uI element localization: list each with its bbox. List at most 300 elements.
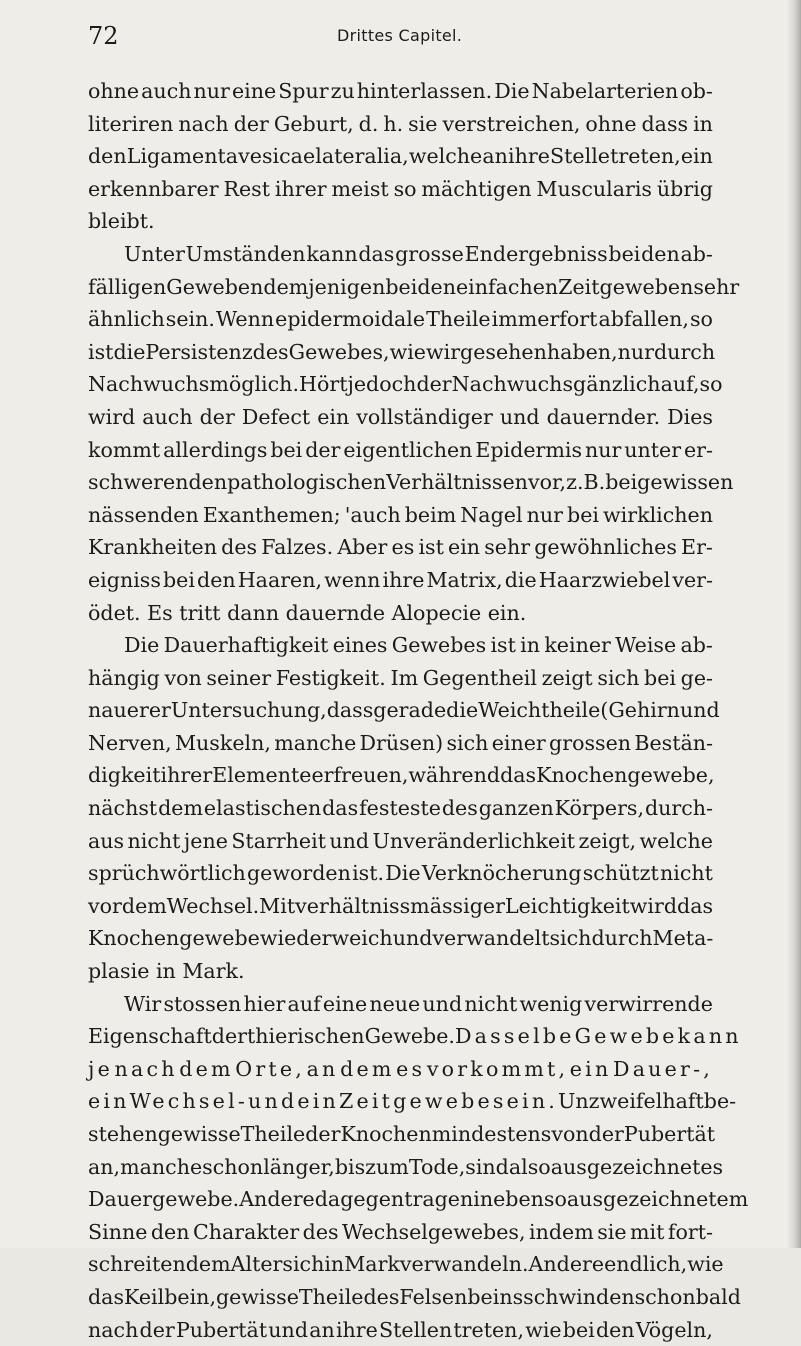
word: der — [588, 1122, 624, 1146]
word: auch — [141, 79, 192, 103]
word: in — [693, 111, 713, 136]
word: Gegentheil — [422, 665, 537, 690]
word: Mark. — [182, 959, 245, 984]
word: länger, — [263, 1154, 335, 1179]
word: gewisse — [157, 1122, 241, 1146]
word: d. — [358, 111, 379, 136]
text-line — [88, 1151, 724, 1184]
word: Andere — [528, 1252, 605, 1277]
word: wirklichen — [603, 502, 713, 527]
word: ist. — [352, 861, 385, 886]
word: z. — [566, 470, 584, 495]
word: durch — [654, 339, 716, 364]
word: wir — [425, 339, 461, 364]
word: bei — [644, 665, 676, 690]
word: das — [358, 241, 395, 266]
word: fälligen — [88, 274, 167, 299]
word: sie — [597, 1219, 627, 1244]
word: Nerven, — [88, 730, 172, 755]
text-line — [88, 1216, 713, 1249]
word: ihre — [508, 144, 550, 169]
word: manche — [274, 730, 357, 755]
word: mit — [629, 1219, 665, 1244]
word: das — [500, 763, 537, 788]
text-line — [88, 173, 713, 206]
word: die — [504, 567, 537, 592]
word: Festigkeit. — [275, 665, 386, 690]
word: dann — [227, 600, 280, 625]
word: jene — [183, 828, 228, 853]
word: Mit — [259, 893, 296, 918]
word: sein. — [165, 307, 215, 332]
word: Nachwuchs — [88, 372, 210, 397]
word: den — [150, 1219, 190, 1244]
text-line — [88, 1118, 716, 1151]
text-line — [88, 857, 713, 890]
word: Haaren, — [237, 567, 323, 592]
word: gesehen — [460, 339, 547, 364]
word: fort- — [667, 1219, 713, 1244]
word: Starrheit — [231, 828, 326, 853]
word: in — [473, 1187, 494, 1212]
text-line — [88, 662, 713, 695]
word: Haarzwiebel — [538, 567, 671, 592]
word: der — [199, 404, 235, 429]
word: erfreuen, — [311, 763, 409, 788]
word: Ligamenta — [126, 144, 239, 169]
text-line — [88, 75, 713, 108]
word: Wenn — [215, 307, 275, 332]
word: ein. — [487, 600, 527, 625]
word: kann — [677, 1024, 742, 1049]
text-line — [88, 434, 713, 467]
text-line — [88, 922, 713, 955]
word: so — [689, 307, 713, 332]
word: eine — [231, 79, 277, 103]
word: ausgezeichnetem — [566, 1187, 749, 1212]
word: je — [88, 1056, 113, 1081]
word: verwandeln. — [399, 1252, 529, 1277]
word: wird — [629, 893, 678, 918]
word: und — [679, 698, 720, 723]
word: Wechselgewebes, — [342, 1219, 526, 1244]
word: Knochen — [340, 1122, 432, 1146]
word: Die — [385, 861, 421, 886]
word: den — [197, 567, 236, 592]
word: treten, — [453, 1317, 524, 1342]
word: ihre — [382, 567, 425, 592]
word: Wir — [124, 991, 162, 1016]
word: be- — [703, 1089, 737, 1114]
word: literiren — [88, 111, 174, 136]
word: gerade — [373, 698, 447, 723]
word: grosse — [395, 241, 464, 266]
word: Umständen — [185, 241, 306, 266]
word: es — [391, 535, 415, 560]
word: Pubertät — [623, 1122, 716, 1146]
word: zeigt — [541, 665, 593, 690]
word: möglich. — [209, 372, 299, 397]
word: bei — [605, 470, 638, 495]
word: Er- — [681, 535, 713, 560]
word: B. — [583, 470, 606, 495]
word: beim — [404, 502, 457, 527]
word: schwerenden — [88, 470, 228, 495]
word: auf, — [660, 372, 700, 397]
text-line — [88, 564, 713, 597]
word: dass — [326, 698, 374, 723]
word: Drüsen) — [359, 730, 444, 755]
word: ab- — [680, 241, 713, 266]
word: nur — [193, 79, 230, 103]
word: manche — [120, 1154, 203, 1179]
word: Wechsel. — [166, 893, 260, 918]
word: aus — [88, 828, 125, 853]
word: wie — [687, 1252, 724, 1277]
word: Defect — [241, 404, 311, 429]
word: Die — [124, 633, 160, 658]
text-line — [88, 890, 713, 923]
word: dem — [158, 796, 203, 821]
word: nach — [88, 1317, 139, 1342]
word: nässenden — [88, 502, 199, 527]
word: von — [551, 1122, 589, 1146]
word: einer — [491, 730, 546, 755]
page-number: 72 — [88, 22, 119, 50]
word: festeste — [359, 796, 441, 821]
word: weich — [331, 926, 393, 951]
word: ist — [490, 633, 516, 658]
word: hier — [243, 991, 286, 1016]
word: Zeitgewebe — [338, 1089, 493, 1114]
word: verstreichen, — [442, 111, 581, 136]
word: sich — [597, 665, 640, 690]
word: pathologischen — [227, 470, 387, 495]
word: durch- — [644, 796, 713, 821]
text-line — [88, 336, 716, 369]
text-line — [88, 466, 734, 499]
word: dagegen — [314, 1187, 405, 1212]
word: Meta- — [652, 926, 714, 951]
text-line — [88, 238, 713, 271]
word: neue — [369, 991, 421, 1016]
word: eines — [332, 633, 388, 658]
word: elastischen — [203, 796, 322, 821]
word: sich — [446, 730, 489, 755]
word: Wechsel- — [129, 1089, 249, 1114]
word: ein — [448, 535, 481, 560]
word: verwandelt — [432, 926, 550, 951]
word: Geweben — [166, 274, 264, 299]
word: Dies — [667, 404, 713, 429]
word: tragen — [404, 1187, 474, 1212]
word: Keilbein, — [124, 1284, 216, 1309]
text-line — [88, 629, 713, 662]
word: treten, — [610, 144, 681, 169]
word: stossen — [163, 991, 242, 1016]
word: wie — [525, 1317, 562, 1342]
word: ihrer — [274, 176, 327, 201]
text-line — [88, 205, 713, 238]
word: und — [422, 991, 463, 1016]
word: Geburt, — [273, 111, 354, 136]
word: h. — [383, 111, 404, 136]
word: der — [416, 372, 452, 397]
word: sein. — [492, 1089, 559, 1114]
word: bei — [270, 437, 303, 462]
text-line — [88, 368, 723, 401]
word: auf — [287, 991, 321, 1016]
word: sich — [549, 926, 592, 951]
word: an — [309, 1317, 335, 1342]
text-line — [88, 1053, 713, 1086]
word: Tode, — [408, 1154, 466, 1179]
word: bei — [608, 241, 641, 266]
word: keiner — [544, 633, 611, 658]
running-head: Drittes Capitel. — [337, 26, 463, 45]
word: Knochengewebe — [88, 926, 260, 951]
word: Mark — [344, 1252, 400, 1277]
text-line — [88, 759, 713, 792]
word: lateralia, — [315, 144, 409, 169]
word: kommt — [88, 437, 161, 462]
word: Dasselbe — [454, 1024, 575, 1049]
word: epidermoidale — [275, 307, 426, 332]
word: eine — [322, 991, 368, 1016]
body-text — [88, 75, 749, 1346]
word: wie — [389, 339, 426, 364]
word: Sinne — [88, 1219, 148, 1244]
word: der — [305, 1122, 341, 1146]
word: stehen — [88, 1122, 158, 1146]
text-line — [88, 140, 713, 173]
word: Nachwuchs — [451, 372, 574, 397]
word: des — [441, 796, 478, 821]
word: Endergebniss — [464, 241, 608, 266]
word: des — [221, 535, 258, 560]
word: ab- — [680, 633, 713, 658]
word: also — [508, 1154, 551, 1179]
word: grossen — [549, 730, 632, 755]
word: Charakter — [192, 1219, 300, 1244]
word: bald — [695, 1284, 741, 1309]
word: Hört — [299, 372, 348, 397]
word: hinterlassen. — [356, 79, 493, 103]
word: dem — [121, 893, 167, 918]
word: Leichtigkeit — [504, 893, 630, 918]
word: nicht — [659, 861, 713, 886]
text-line — [88, 1248, 724, 1281]
word: endlich, — [604, 1252, 688, 1277]
word: schreitendem — [88, 1252, 231, 1277]
word: ein — [88, 1089, 130, 1114]
word: des — [252, 339, 289, 364]
word: Verhältnissen — [386, 470, 528, 495]
word: den — [641, 241, 680, 266]
word: eigniss — [88, 567, 161, 592]
word: ein — [317, 404, 350, 429]
word: gewissen — [637, 470, 734, 495]
word: Zeitgeweben — [558, 274, 694, 299]
word: gewisse — [216, 1284, 299, 1309]
word: indem — [528, 1219, 594, 1244]
word: auch — [142, 404, 193, 429]
word: verwirrende — [584, 991, 713, 1016]
word: nur — [617, 339, 654, 364]
page-header — [88, 22, 713, 50]
word: nur — [584, 437, 622, 462]
word: wieder — [259, 926, 332, 951]
text-line — [88, 1183, 749, 1216]
word: Knochengewebe, — [536, 763, 715, 788]
word: es — [396, 1056, 426, 1081]
word: verhältnissmässiger — [295, 893, 505, 918]
word: Alter — [230, 1252, 283, 1277]
word: (Gehirn — [600, 698, 680, 723]
word: nicht — [127, 828, 181, 853]
word: sind — [465, 1154, 509, 1179]
word: bleibt. — [88, 209, 155, 234]
word: Alopecie — [391, 600, 482, 625]
word: dass — [641, 111, 689, 136]
page-edge-shadow — [787, 0, 801, 1248]
word: 'auch — [344, 502, 401, 527]
word: Nabelarterien — [531, 79, 679, 103]
word: ohne — [88, 79, 140, 103]
word: Unter — [124, 241, 185, 266]
word: ohne — [585, 111, 637, 136]
word: während — [408, 763, 501, 788]
word: bis — [334, 1154, 366, 1179]
word: Dauerhaftigkeit — [163, 633, 329, 658]
word: Theile — [426, 307, 491, 332]
word: das — [322, 796, 359, 821]
word: ihre — [335, 1317, 378, 1342]
word: demjenigen — [263, 274, 386, 299]
word: bei — [562, 1317, 595, 1342]
word: welche — [408, 144, 483, 169]
word: abfallen, — [598, 307, 689, 332]
text-line — [88, 955, 713, 988]
word: durch — [591, 926, 653, 951]
word: Weichtheile — [478, 698, 601, 723]
word: Felsenbeins — [399, 1284, 524, 1309]
word: Spur — [278, 79, 329, 103]
word: Falzes. — [261, 535, 334, 560]
word: Nagel — [460, 502, 523, 527]
word: mindestens — [431, 1122, 552, 1146]
word: eigentlichen — [343, 437, 473, 462]
word: unter — [624, 437, 682, 462]
word: von — [164, 665, 202, 690]
word: sehr — [693, 274, 740, 299]
word: mächtigen — [421, 176, 532, 201]
word: seiner — [206, 665, 272, 690]
word: an, — [88, 1154, 121, 1179]
word: wenn — [324, 567, 381, 592]
word: bei — [163, 567, 195, 592]
text-line — [88, 531, 713, 564]
word: Theile — [240, 1122, 306, 1146]
word: wenig — [519, 991, 583, 1016]
word: schon — [634, 1284, 696, 1309]
word: ganzen — [478, 796, 554, 821]
word: der — [233, 111, 269, 136]
word: meist — [331, 176, 389, 201]
word: Elemente — [212, 763, 312, 788]
word: sprüchwörtlich — [88, 861, 246, 886]
word: schützt — [582, 861, 659, 886]
word: nach — [114, 1056, 178, 1081]
word: und — [499, 404, 540, 429]
word: dem — [179, 1056, 234, 1081]
word: vollständiger — [356, 404, 493, 429]
word: thierischen — [247, 1024, 365, 1049]
word: die — [446, 698, 479, 723]
word: Gewebes, — [288, 339, 390, 364]
word: Persistenz — [145, 339, 253, 364]
word: vorkommt, — [426, 1056, 569, 1081]
word: der — [305, 437, 341, 462]
word: Pubertät — [175, 1317, 268, 1342]
text-line — [88, 499, 713, 532]
word: der — [139, 1317, 175, 1342]
word: Unveränderlichkeit — [372, 828, 576, 853]
word: ist — [88, 339, 114, 364]
word: plasie — [88, 959, 150, 984]
word: ihrer — [160, 763, 213, 788]
word: welche — [639, 828, 713, 853]
word: wird — [88, 404, 136, 429]
word: der — [211, 1024, 248, 1049]
word: jedoch — [347, 372, 417, 397]
word: Körpers, — [554, 796, 645, 821]
word: nauerer — [88, 698, 171, 723]
word: ver- — [672, 567, 713, 592]
text-line — [88, 597, 713, 630]
word: Gewebe. — [364, 1024, 455, 1049]
text-line — [88, 792, 713, 825]
word: ähnlich — [88, 307, 165, 332]
word: Krankheiten — [88, 535, 218, 560]
word: Gewebe — [574, 1024, 678, 1049]
text-line — [88, 825, 713, 858]
word: nächst — [88, 796, 158, 821]
word: Exanthemen; — [202, 502, 341, 527]
word: des — [302, 1219, 339, 1244]
word: in — [520, 633, 541, 658]
word: und — [392, 926, 433, 951]
word: ein — [680, 144, 713, 169]
word: zeigt, — [578, 828, 637, 853]
text-line — [88, 694, 720, 727]
word: übrig — [656, 176, 713, 201]
word: Andere — [239, 1187, 315, 1212]
word: den — [595, 1317, 635, 1342]
text-line — [88, 1314, 713, 1346]
word: sie — [408, 111, 438, 136]
word: vor — [88, 893, 122, 918]
word: in — [155, 959, 176, 984]
text-line — [88, 1020, 742, 1053]
word: ob- — [680, 79, 713, 103]
word: Matrix, — [426, 567, 503, 592]
word: Gewebes — [391, 633, 487, 658]
word: an — [482, 144, 508, 169]
word: des — [363, 1284, 400, 1309]
word: schon — [202, 1154, 264, 1179]
word: Muscularis — [536, 176, 653, 201]
